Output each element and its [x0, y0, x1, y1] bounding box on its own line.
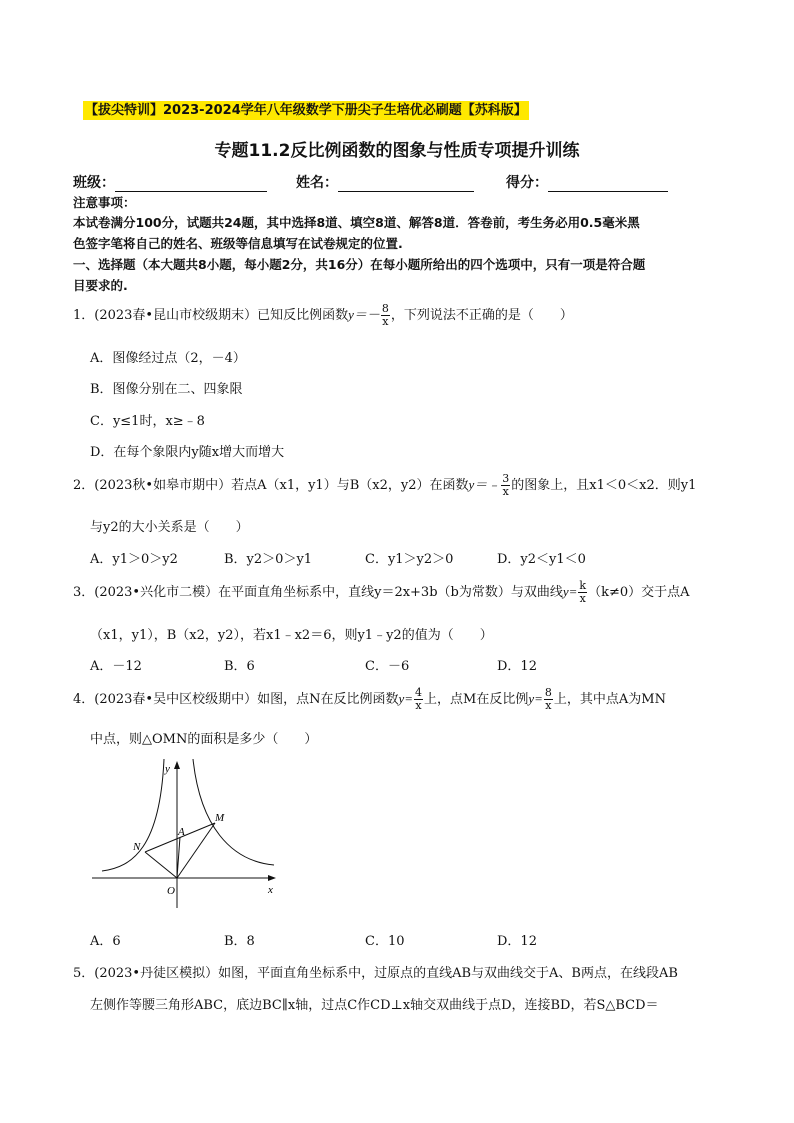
- question-4: 4．(2023春•吴中区校级期中）如图，点N在反比例函数y= $\frac{4}{x}$ 上，点M在反比例y= $\frac{8}{x}$ 上，其中点A为MN: [73, 686, 666, 712]
- name-label: 姓名：: [296, 175, 338, 191]
- question-5-line-2: 左侧作等腰三角形ABC，底边BC∥x轴，过点C作CD⊥x轴交双曲线于点D，连接BD，若S△BCD＝: [90, 998, 659, 1013]
- q4-option-b[interactable]: B．8: [224, 934, 255, 949]
- question-3-line-2: （x1，y1），B（x2，y2），若x1﹣x2＝6，则y1﹣y2的值为（ ）: [90, 628, 493, 643]
- q1-option-a[interactable]: A．图像经过点（2，－4）: [90, 351, 246, 366]
- q2-option-a[interactable]: A．y1＞0＞y2: [90, 552, 178, 567]
- fraction: $\frac{3}{x}$: [502, 472, 510, 498]
- curve-m: [193, 759, 274, 865]
- question-2: 2．(2023秋•如皋市期中）若点A（x1，y1）与B（x2，y2）在函数y＝﹣ $\frac{3}{x}$ 的图象上，且x1＜0＜x2．则y1: [73, 472, 697, 498]
- class-field[interactable]: [73, 172, 267, 192]
- fraction: $\frac{k}{x}$: [579, 579, 587, 605]
- score-blank[interactable]: [548, 176, 668, 192]
- q3-option-a[interactable]: A．－12: [90, 659, 142, 674]
- label-o: O: [167, 885, 175, 897]
- q4-figure: [88, 755, 288, 915]
- name-field[interactable]: [296, 172, 474, 192]
- class-blank[interactable]: [115, 176, 267, 192]
- question-3: 3．(2023•兴化市二模）在平面直角坐标系中，直线y＝2x+3b（b为常数）与双曲线y= $\frac{k}{x}$ （k≠0）交于点A: [73, 579, 690, 605]
- q4-option-a[interactable]: A．6: [90, 934, 121, 949]
- label-x: x: [268, 884, 273, 896]
- y-axis-arrow: [174, 761, 180, 769]
- q4-option-c[interactable]: C．10: [365, 934, 405, 949]
- q4-option-d[interactable]: D．12: [497, 934, 537, 949]
- fraction: $\frac{8}{x}$: [381, 302, 389, 328]
- curve-n: [102, 759, 164, 871]
- q3-option-d[interactable]: D．12: [497, 659, 537, 674]
- score-label: 得分：: [506, 175, 548, 191]
- notice-line-2: 色签字笔将自己的姓名、班级等信息填写在试卷规定的位置.: [73, 236, 403, 251]
- fraction: $\frac{8}{x}$: [544, 686, 552, 712]
- label-n: N: [133, 841, 141, 853]
- q3-option-c[interactable]: C．－6: [365, 659, 410, 674]
- label-a: A: [178, 826, 185, 838]
- page-title: 专题11.2反比例函数的图象与性质专项提升训练: [214, 141, 580, 161]
- label-m: M: [215, 812, 225, 824]
- segment-on: [145, 852, 177, 878]
- series-banner: 【拔尖特训】2023-2024学年八年级数学下册尖子生培优必刷题【苏科版】: [85, 103, 527, 118]
- fraction: $\frac{4}{x}$: [415, 686, 423, 712]
- question-2-line-2: 与y2的大小关系是（ ）: [90, 520, 249, 535]
- x-axis-arrow: [268, 875, 276, 881]
- q1-option-d[interactable]: D．在每个象限内y随x增大而增大: [90, 445, 285, 460]
- class-label: 班级：: [73, 175, 115, 191]
- section-line-1: 一、选择题（本大题共8小题，每小题2分，共16分）在每小题所给出的四个选项中，只有一项是符合题: [73, 257, 646, 272]
- q1-option-c[interactable]: C．y≤1时，x≥﹣8: [90, 414, 205, 429]
- score-field[interactable]: [506, 172, 668, 192]
- name-blank[interactable]: [338, 176, 474, 192]
- q2-option-b[interactable]: B．y2＞0＞y1: [224, 552, 313, 567]
- notice-heading: 注意事项：: [73, 195, 136, 210]
- question-1: 1．(2023春•昆山市校级期末）已知反比例函数y＝－ $\frac{8}{x}$ ，下列说法不正确的是（ ）: [73, 302, 573, 328]
- q3-option-b[interactable]: B．6: [224, 659, 255, 674]
- question-5: 5．(2023•丹徒区模拟）如图，平面直角坐标系中，过原点的直线AB与双曲线交于A、B两点，在线段AB: [73, 966, 678, 981]
- label-y: y: [165, 763, 170, 775]
- notice-line-1: 本试卷满分100分，试题共24题，其中选择8道、填空8道、解答8道．答卷前，考生务必用0.5毫米黑: [73, 215, 640, 230]
- section-line-2: 目要求的.: [73, 278, 128, 293]
- q2-option-d[interactable]: D．y2＜y1＜0: [497, 552, 586, 567]
- question-4-line-2: 中点，则△OMN的面积是多少（ ）: [90, 732, 318, 747]
- q2-option-c[interactable]: C．y1＞y2＞0: [365, 552, 454, 567]
- q1-option-b[interactable]: B．图像分别在二、四象限: [90, 382, 243, 397]
